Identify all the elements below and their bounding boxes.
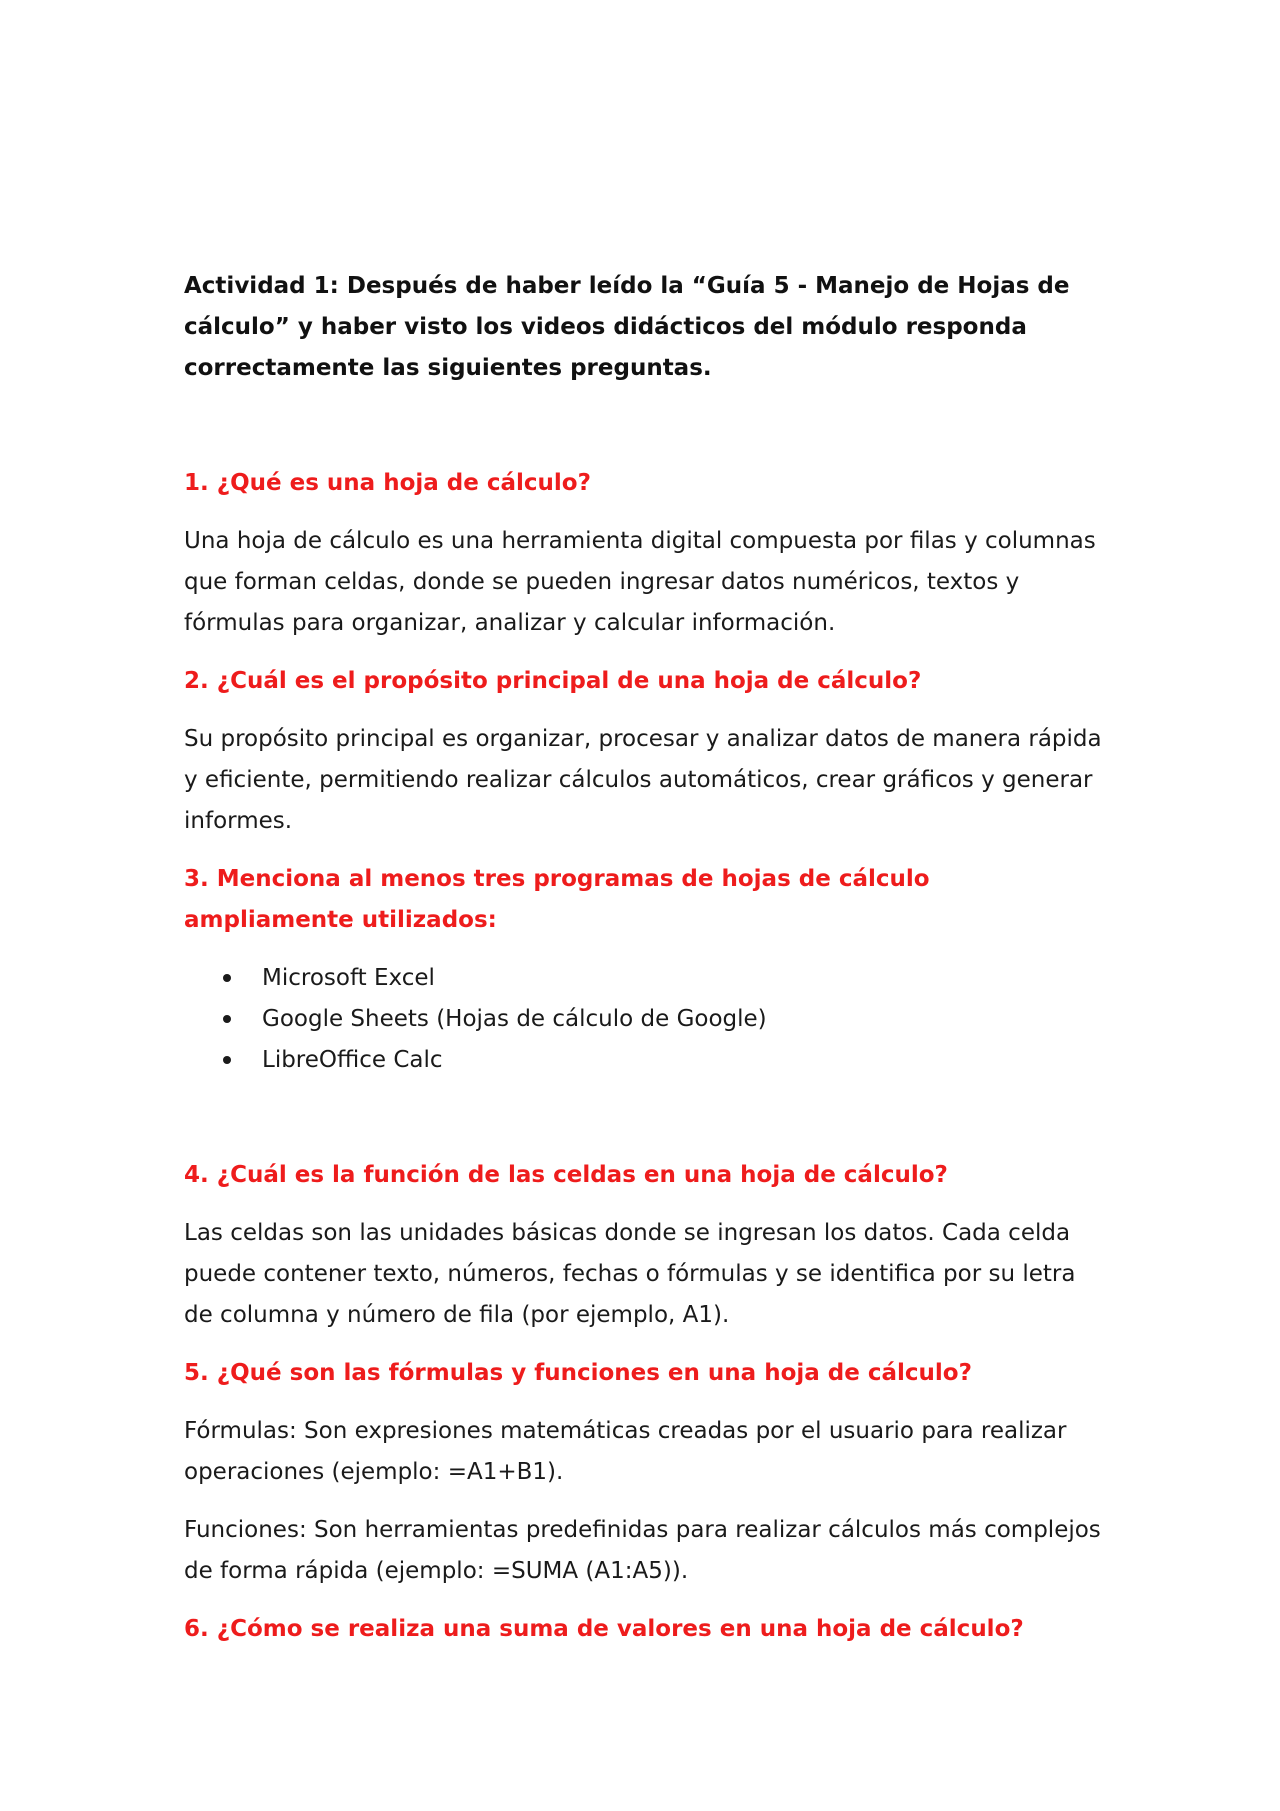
list-item-text: Google Sheets (Hojas de cálculo de Google) bbox=[262, 1006, 767, 1032]
question-1: 1. ¿Qué es una hoja de cálculo? bbox=[184, 470, 591, 496]
document-page bbox=[184, 266, 1104, 1667]
question-3: 3. Menciona al menos tres programas de hojas de cálculo ampliamente utilizados: bbox=[184, 866, 930, 933]
programs-list bbox=[184, 958, 1104, 1081]
list-item-text: Microsoft Excel bbox=[262, 965, 435, 991]
list-item bbox=[184, 958, 1104, 999]
answer-1: Una hoja de cálculo es una herramienta digital compuesta por filas y columnas que forman celdas, donde se pueden ingresar datos numéricos, textos y fórmulas para organizar, analizar y calcular información. bbox=[184, 528, 1096, 636]
answer-4: Las celdas son las unidades básicas donde se ingresan los datos. Cada celda puede contener texto, números, fechas o fórmulas y se identifica por su letra de columna y número de fila (por ejemplo, A1). bbox=[184, 1220, 1076, 1328]
question-4: 4. ¿Cuál es la función de las celdas en una hoja de cálculo? bbox=[184, 1162, 948, 1188]
bullet-icon bbox=[223, 1015, 231, 1023]
question-2: 2. ¿Cuál es el propósito principal de una hoja de cálculo? bbox=[184, 668, 922, 694]
activity-intro: Actividad 1: Después de haber leído la “Guía 5 - Manejo de Hojas de cálculo” y haber visto los videos didácticos del módulo responda correctamente las siguientes preguntas. bbox=[184, 273, 1070, 381]
answer-5-funciones: Funciones: Son herramientas predefinidas para realizar cálculos más complejos de forma rápida (ejemplo: =SUMA (A1:A5)). bbox=[184, 1517, 1101, 1584]
bullet-icon bbox=[223, 974, 231, 982]
question-5: 5. ¿Qué son las fórmulas y funciones en una hoja de cálculo? bbox=[184, 1360, 972, 1386]
answer-5-formulas: Fórmulas: Son expresiones matemáticas creadas por el usuario para realizar operaciones (ejemplo: =A1+B1). bbox=[184, 1418, 1067, 1485]
bullet-icon bbox=[223, 1056, 231, 1064]
list-item bbox=[184, 1040, 1104, 1081]
list-item bbox=[184, 999, 1104, 1040]
question-6: 6. ¿Cómo se realiza una suma de valores en una hoja de cálculo? bbox=[184, 1616, 1024, 1642]
list-item-text: LibreOffice Calc bbox=[262, 1047, 443, 1073]
answer-2: Su propósito principal es organizar, procesar y analizar datos de manera rápida y eficiente, permitiendo realizar cálculos automáticos, crear gráficos y generar informes. bbox=[184, 726, 1102, 834]
